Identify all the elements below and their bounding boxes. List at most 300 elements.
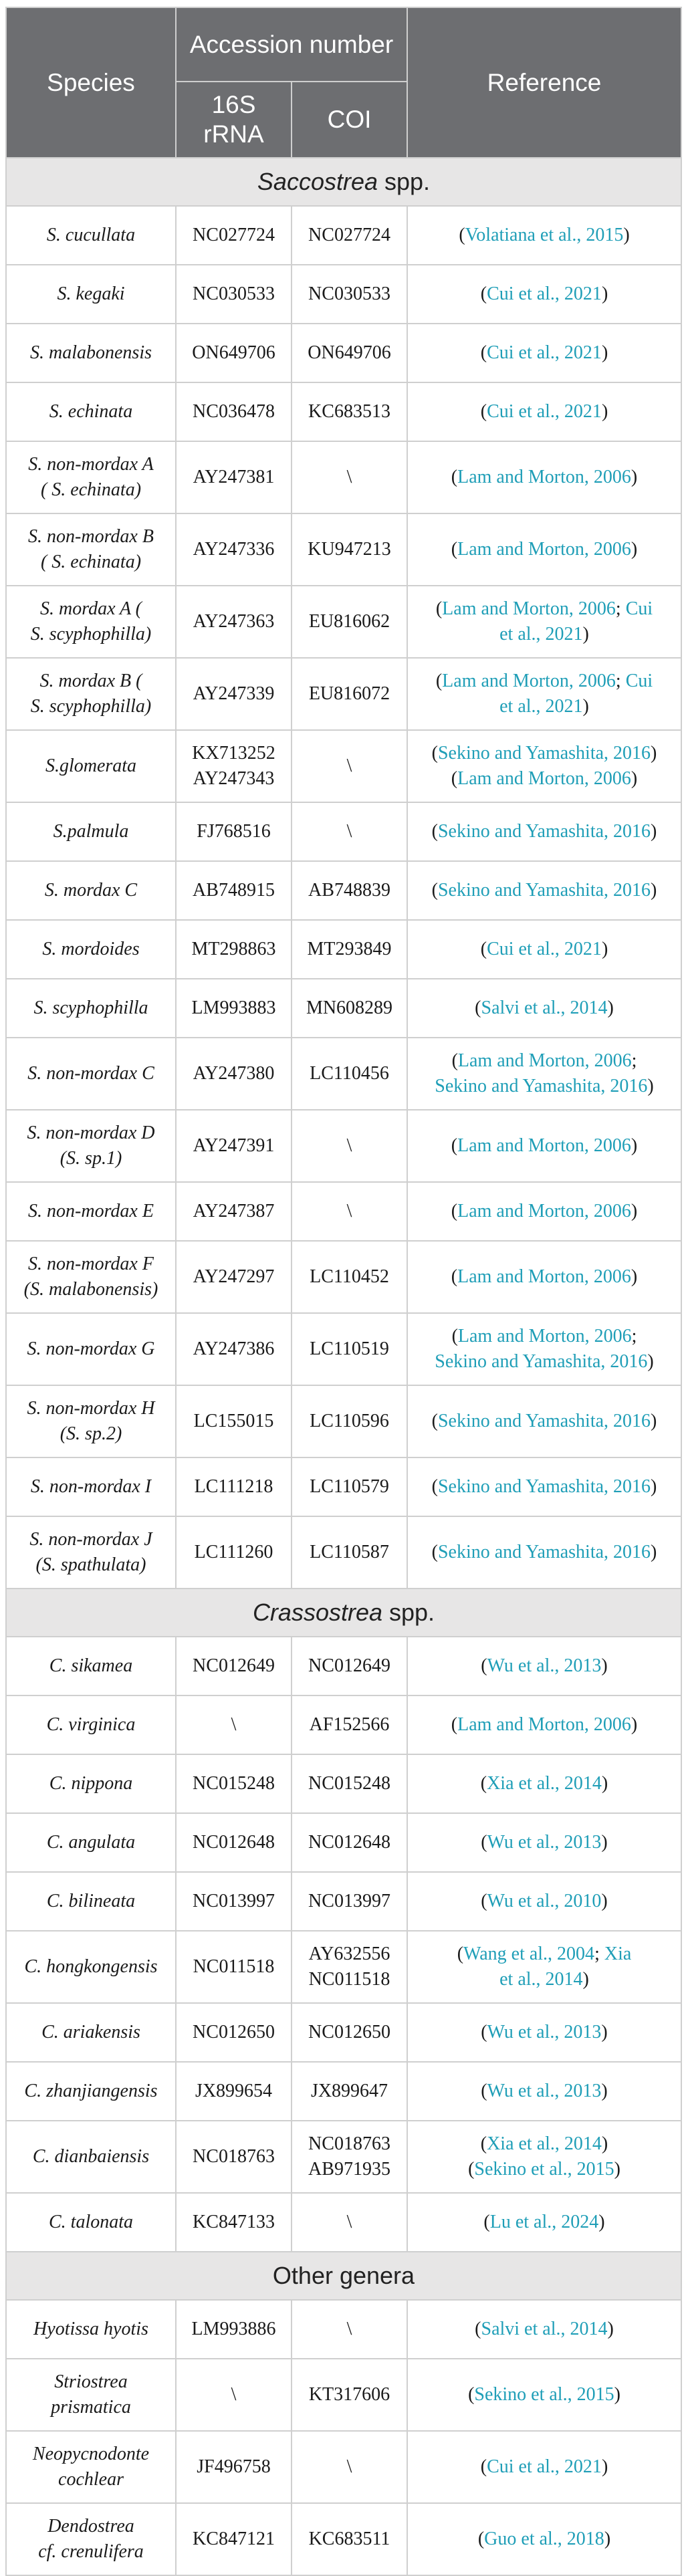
- citation-link[interactable]: Lam and Morton, 2006: [457, 1714, 631, 1735]
- reference-line: [413, 2527, 675, 2552]
- citation-punct: (: [481, 1832, 487, 1853]
- table-header: [6, 7, 681, 158]
- reference-line: [413, 1199, 675, 1224]
- cell-reference: [407, 513, 681, 586]
- cell-reference: [407, 658, 681, 730]
- cell-coi: [292, 206, 407, 265]
- accession-coi-value: NC015248: [308, 1773, 390, 1794]
- species-name-line: S. scyphophilla): [30, 624, 152, 645]
- table-row: [6, 1516, 681, 1589]
- accession-16s-value: AY247380: [193, 1063, 275, 1084]
- cell-coi: [292, 1385, 407, 1457]
- cell-16s-rrna: [176, 1754, 292, 1813]
- cell-16s-rrna: [176, 979, 292, 1038]
- citation-link[interactable]: Sekino et al., 2015: [474, 2384, 614, 2405]
- cell-coi: [292, 2300, 407, 2359]
- reference-line: [413, 223, 675, 248]
- cell-coi: [292, 265, 407, 324]
- citation-link[interactable]: Cui et al., 2021: [487, 283, 602, 304]
- species-name-line: Dendostrea: [47, 2516, 134, 2537]
- citation-link[interactable]: Lam and Morton, 2006: [457, 1266, 631, 1287]
- citation-link[interactable]: Wang et al., 2004: [463, 1944, 595, 1964]
- accession-coi-value: KU947213: [308, 539, 391, 560]
- header-coi: COI: [292, 82, 407, 158]
- cell-16s-rrna: [176, 1931, 292, 2003]
- citation-punct: (: [431, 1476, 438, 1497]
- accession-16s-value: KC847133: [193, 2212, 275, 2232]
- citation-punct: (: [480, 939, 487, 959]
- citation-punct: ): [601, 401, 608, 422]
- species-name-line: Hyotissa hyotis: [33, 2319, 148, 2339]
- cell-reference: [407, 1241, 681, 1313]
- cell-reference: [407, 861, 681, 920]
- citation-punct: (: [480, 401, 487, 422]
- citation-punct: ;: [631, 1050, 637, 1071]
- citation-punct: ): [614, 2384, 620, 2405]
- species-name-line: S. non-mordax E: [28, 1201, 154, 1221]
- cell-16s-rrna: [176, 2431, 292, 2503]
- reference-line: [413, 2079, 675, 2104]
- accession-16s-value: AY247363: [193, 611, 275, 632]
- cell-16s-rrna: [176, 1637, 292, 1695]
- cell-coi: [292, 1695, 407, 1754]
- reference-line: [413, 878, 675, 903]
- citation-punct: (: [477, 2529, 485, 2549]
- cell-coi: [292, 2003, 407, 2062]
- citation-punct: (: [451, 1135, 458, 1156]
- table-row: [6, 2062, 681, 2121]
- cell-reference: [407, 2503, 681, 2575]
- citation-punct: (: [480, 1773, 487, 1794]
- species-name-line: Neopycnodonte: [32, 2444, 150, 2464]
- reference-line: [413, 465, 675, 490]
- citation-link[interactable]: Wu et al., 2013: [487, 1832, 602, 1853]
- cell-coi: [292, 1813, 407, 1872]
- cell-16s-rrna: [176, 1385, 292, 1457]
- citation-link[interactable]: Wu et al., 2013: [487, 2081, 602, 2101]
- cell-species: [6, 1313, 176, 1385]
- cell-coi: [292, 324, 407, 382]
- cell-coi: [292, 1110, 407, 1182]
- citation-punct: ): [582, 624, 589, 645]
- citation-punct: ;: [615, 598, 626, 619]
- cell-16s-rrna: [176, 802, 292, 861]
- reference-line: [413, 1830, 675, 1855]
- section-title: [6, 2252, 681, 2300]
- citation-punct: (: [431, 1542, 438, 1562]
- table-row: [6, 2003, 681, 2062]
- reference-line: [413, 2454, 675, 2480]
- cell-reference: [407, 1931, 681, 2003]
- species-name-line: S. non-mordax I: [30, 1476, 152, 1497]
- citation-link[interactable]: Sekino et al., 2015: [474, 2159, 614, 2180]
- citation-punct: (: [483, 2212, 490, 2232]
- section-title: [6, 1589, 681, 1637]
- citation-punct: (: [451, 1201, 458, 1221]
- reference-line: [413, 2317, 675, 2342]
- accession-16s-value: AY247387: [193, 1201, 275, 1221]
- citation-link[interactable]: Xia: [604, 1944, 632, 1964]
- accession-coi-value: NC011518: [308, 1969, 390, 1990]
- cell-species: [6, 324, 176, 382]
- accession-coi-value: \: [346, 821, 352, 842]
- accession-coi-value: KT317606: [308, 2384, 390, 2405]
- cell-species: [6, 1754, 176, 1813]
- citation-link[interactable]: Lam and Morton, 2006: [457, 1201, 631, 1221]
- cell-16s-rrna: [176, 1695, 292, 1754]
- cell-species: [6, 2359, 176, 2431]
- table-row: [6, 1313, 681, 1385]
- citation-link[interactable]: Sekino and Yamashita, 2016: [435, 1351, 648, 1372]
- accession-coi-value: \: [346, 2212, 352, 2232]
- cell-reference: [407, 802, 681, 861]
- citation-punct: ): [631, 1714, 638, 1735]
- accession-16s-value: AB748915: [193, 880, 275, 901]
- section-genus: Saccostrea: [257, 168, 378, 195]
- cell-species: [6, 1813, 176, 1872]
- species-name-line: S. mordoides: [42, 939, 140, 959]
- cell-reference: [407, 1872, 681, 1931]
- citation-link[interactable]: Cui et al., 2021: [487, 2456, 602, 2477]
- species-name-line: S. mordax C: [44, 880, 138, 901]
- citation-punct: (: [451, 1266, 458, 1287]
- cell-16s-rrna: [176, 658, 292, 730]
- reference-line: [413, 2020, 675, 2045]
- reference-line: [413, 1133, 675, 1159]
- cell-reference: [407, 382, 681, 441]
- cell-coi: [292, 730, 407, 802]
- cell-16s-rrna: [176, 2359, 292, 2431]
- accession-coi-value: NC013997: [308, 1891, 390, 1911]
- citation-punct: ): [601, 283, 608, 304]
- table-row: [6, 382, 681, 441]
- accession-coi-value: LC110452: [310, 1266, 389, 1287]
- cell-reference: [407, 1313, 681, 1385]
- citation-punct: (: [431, 1411, 438, 1431]
- reference-line: [413, 1540, 675, 1565]
- citation-punct: (: [451, 1326, 458, 1346]
- reference-line: [413, 1048, 675, 1074]
- cell-reference: [407, 2193, 681, 2252]
- cell-16s-rrna: [176, 861, 292, 920]
- accession-coi-value: AY632556: [308, 1944, 390, 1964]
- cell-16s-rrna: [176, 1038, 292, 1110]
- cell-reference: [407, 1182, 681, 1241]
- species-name-line: S. non-mordax A: [28, 454, 154, 475]
- cell-16s-rrna: [176, 586, 292, 658]
- section-suffix: spp.: [382, 1599, 435, 1626]
- accession-16s-value: AY247381: [193, 467, 275, 487]
- cell-reference: [407, 1038, 681, 1110]
- citation-link[interactable]: Salvi et al., 2014: [481, 2319, 608, 2339]
- reference-line: [413, 1349, 675, 1375]
- cell-species: [6, 1385, 176, 1457]
- table-row: [6, 324, 681, 382]
- cell-coi: [292, 920, 407, 979]
- species-name-line: S. non-mordax B: [28, 526, 154, 547]
- citation-link[interactable]: Lam and Morton, 2006: [457, 768, 631, 789]
- species-name-line: prismatica: [51, 2397, 131, 2418]
- citation-link[interactable]: et al., 2021: [499, 624, 583, 645]
- citation-link[interactable]: Xia et al., 2014: [487, 1773, 602, 1794]
- cell-species: [6, 1637, 176, 1695]
- species-name-line: S. non-mordax G: [27, 1338, 155, 1359]
- table-row: [6, 206, 681, 265]
- cell-coi: [292, 1038, 407, 1110]
- reference-line: [413, 622, 675, 647]
- citation-punct: ): [601, 939, 608, 959]
- species-name-line: S. non-mordax D: [27, 1123, 155, 1143]
- cell-species: [6, 979, 176, 1038]
- cell-reference: [407, 2121, 681, 2193]
- cell-16s-rrna: [176, 1313, 292, 1385]
- reference-line: [413, 2210, 675, 2235]
- accession-coi-value: KC683511: [308, 2529, 390, 2549]
- cell-reference: [407, 1457, 681, 1516]
- citation-punct: ): [631, 1135, 638, 1156]
- citation-link[interactable]: Sekino and Yamashita, 2016: [437, 821, 651, 842]
- citation-link[interactable]: et al., 2021: [499, 696, 583, 717]
- citation-punct: ): [647, 1351, 654, 1372]
- cell-reference: [407, 265, 681, 324]
- cell-reference: [407, 730, 681, 802]
- citation-punct: ): [631, 1201, 638, 1221]
- cell-16s-rrna: [176, 2300, 292, 2359]
- citation-link[interactable]: Cui et al., 2021: [487, 939, 602, 959]
- citation-punct: ): [601, 2456, 608, 2477]
- citation-punct: ): [647, 1076, 654, 1096]
- citation-punct: ): [651, 821, 657, 842]
- accession-coi-value: \: [346, 2456, 352, 2477]
- accession-16s-value: NC018763: [193, 2146, 275, 2167]
- table-row: [6, 2359, 681, 2431]
- citation-punct: ): [601, 1832, 608, 1853]
- citation-punct: (: [451, 467, 458, 487]
- accession-16s-value: AY247339: [193, 683, 275, 704]
- citation-link[interactable]: Lam and Morton, 2006: [442, 598, 616, 619]
- cell-coi: [292, 861, 407, 920]
- cell-species: [6, 2431, 176, 2503]
- cell-coi: [292, 382, 407, 441]
- cell-16s-rrna: [176, 324, 292, 382]
- citation-punct: (: [481, 1891, 487, 1911]
- citation-link[interactable]: Sekino and Yamashita, 2016: [437, 880, 651, 901]
- citation-punct: (: [480, 2456, 487, 2477]
- cell-coi: [292, 979, 407, 1038]
- species-name-line: C. nippona: [49, 1773, 133, 1794]
- citation-link[interactable]: Wu et al., 2013: [487, 2022, 602, 2042]
- citation-link[interactable]: Guo et al., 2018: [484, 2529, 604, 2549]
- cell-species: [6, 1516, 176, 1589]
- citation-punct: (: [480, 2133, 487, 2154]
- accession-16s-value: NC015248: [193, 1773, 275, 1794]
- cell-reference: [407, 2300, 681, 2359]
- citation-link[interactable]: Wu et al., 2013: [487, 1655, 602, 1676]
- cell-species: [6, 730, 176, 802]
- species-name-line: C. dianbaiensis: [32, 2146, 150, 2167]
- reference-line: [413, 1967, 675, 1992]
- table-row: [6, 802, 681, 861]
- accession-16s-value: ON649706: [192, 342, 275, 363]
- citation-punct: ): [582, 1969, 589, 1990]
- citation-punct: ): [582, 696, 589, 717]
- species-name-line: C. bilineata: [46, 1891, 136, 1911]
- table-row: [6, 1695, 681, 1754]
- cell-species: [6, 513, 176, 586]
- cell-16s-rrna: [176, 1516, 292, 1589]
- citation-link[interactable]: Lu et al., 2024: [489, 2212, 599, 2232]
- table-row: [6, 2503, 681, 2575]
- species-name-line: (S. sp.1): [60, 1148, 122, 1169]
- citation-punct: ): [598, 2212, 605, 2232]
- citation-punct: (: [459, 225, 465, 245]
- species-name-line: S. non-mordax C: [27, 1063, 154, 1084]
- reference-line: [413, 2131, 675, 2157]
- table-row: [6, 441, 681, 513]
- accession-16s-value: NC013997: [193, 1891, 275, 1911]
- citation-punct: (: [451, 1050, 458, 1071]
- accession-coi-value: \: [346, 1201, 352, 1221]
- cell-coi: [292, 2359, 407, 2431]
- species-name-line: S. scyphophilla: [33, 998, 148, 1018]
- citation-punct: ): [614, 2159, 620, 2180]
- cell-coi: [292, 1457, 407, 1516]
- cell-reference: [407, 2003, 681, 2062]
- citation-link[interactable]: Salvi et al., 2014: [481, 998, 608, 1018]
- cell-16s-rrna: [176, 2003, 292, 2062]
- reference-line: [413, 694, 675, 719]
- citation-link[interactable]: Lam and Morton, 2006: [457, 467, 631, 487]
- citation-punct: ): [607, 998, 614, 1018]
- cell-coi: [292, 1872, 407, 1931]
- reference-line: [413, 741, 675, 766]
- species-name-line: S. cucullata: [46, 225, 136, 245]
- citation-link[interactable]: Cui et al., 2021: [487, 342, 602, 363]
- cell-coi: [292, 586, 407, 658]
- citation-link[interactable]: et al., 2014: [499, 1969, 583, 1990]
- table-row: [6, 979, 681, 1038]
- table-row: [6, 1385, 681, 1457]
- table-row: [6, 2431, 681, 2503]
- cell-16s-rrna: [176, 2121, 292, 2193]
- reference-line: [413, 537, 675, 562]
- citation-link[interactable]: Wu et al., 2010: [487, 1891, 602, 1911]
- accession-coi-value: NC030533: [308, 283, 390, 304]
- citation-link[interactable]: Cui: [625, 598, 653, 619]
- citation-link[interactable]: Sekino and Yamashita, 2016: [437, 1542, 651, 1562]
- accession-coi-value: \: [346, 1135, 352, 1156]
- accession-16s-value: LC111218: [194, 1476, 273, 1497]
- table-row: [6, 2121, 681, 2193]
- species-name-line: Striostrea: [54, 2371, 128, 2392]
- cell-reference: [407, 1637, 681, 1695]
- table-body: [6, 158, 681, 2575]
- accession-coi-value: NC018763: [308, 2133, 390, 2154]
- citation-punct: (: [451, 539, 458, 560]
- citation-punct: ): [651, 1542, 657, 1562]
- cell-16s-rrna: [176, 2193, 292, 2252]
- cell-reference: [407, 1813, 681, 1872]
- accession-coi-value: LC110519: [310, 1338, 389, 1359]
- cell-species: [6, 1182, 176, 1241]
- citation-punct: ): [651, 743, 657, 764]
- citation-punct: (: [481, 1655, 487, 1676]
- cell-reference: [407, 920, 681, 979]
- accession-16s-value: AY247297: [193, 1266, 275, 1287]
- table-row: [6, 920, 681, 979]
- citation-punct: (: [431, 743, 438, 764]
- citation-punct: ): [601, 1655, 608, 1676]
- citation-punct: ): [601, 342, 608, 363]
- citation-link[interactable]: Volatiana et al., 2015: [465, 225, 624, 245]
- section-title: [6, 158, 681, 206]
- citation-link[interactable]: Sekino and Yamashita, 2016: [437, 743, 651, 764]
- accession-16s-value: LC111260: [194, 1542, 273, 1562]
- citation-punct: (: [451, 1714, 458, 1735]
- table-row: [6, 586, 681, 658]
- accession-16s-value: AY247336: [193, 539, 275, 560]
- section-header-row: [6, 1589, 681, 1637]
- citation-link[interactable]: Lam and Morton, 2006: [457, 539, 631, 560]
- citation-link[interactable]: Cui et al., 2021: [487, 401, 602, 422]
- citation-punct: ): [631, 768, 638, 789]
- cell-coi: [292, 2503, 407, 2575]
- citation-link[interactable]: Sekino and Yamashita, 2016: [437, 1411, 651, 1431]
- reference-line: [413, 669, 675, 694]
- reference-line: [413, 1474, 675, 1500]
- cell-species: [6, 1241, 176, 1313]
- accession-coi-value: LC110579: [310, 1476, 389, 1497]
- species-name-line: (S. sp.2): [60, 1423, 122, 1444]
- accession-coi-value: MT293849: [307, 939, 392, 959]
- cell-coi: [292, 1931, 407, 2003]
- reference-line: [413, 1409, 675, 1434]
- species-name-line: S. mordax A (: [40, 598, 142, 619]
- citation-punct: ): [601, 1773, 608, 1794]
- species-name-line: ( S. echinata): [40, 479, 142, 500]
- citation-link[interactable]: Lam and Morton, 2006: [457, 1135, 631, 1156]
- cell-species: [6, 1695, 176, 1754]
- table-row: [6, 730, 681, 802]
- citation-link[interactable]: Lam and Morton, 2006: [442, 671, 616, 691]
- header-reference: Reference: [407, 7, 681, 158]
- cell-species: [6, 1872, 176, 1931]
- cell-coi: [292, 658, 407, 730]
- cell-species: [6, 206, 176, 265]
- citation-link[interactable]: Xia et al., 2014: [487, 2133, 602, 2154]
- accession-coi-value: AF152566: [309, 1714, 390, 1735]
- accession-coi-value: JX899647: [310, 2081, 388, 2101]
- cell-species: [6, 2062, 176, 2121]
- section-genus: Crassostrea: [252, 1599, 382, 1626]
- accession-16s-value: \: [231, 1714, 237, 1735]
- cell-coi: [292, 2193, 407, 2252]
- citation-link[interactable]: Lam and Morton, 2006: [457, 1326, 632, 1346]
- citation-link[interactable]: Sekino and Yamashita, 2016: [435, 1076, 648, 1096]
- species-name-line: S. echinata: [49, 401, 133, 422]
- section-header-row: [6, 158, 681, 206]
- citation-link[interactable]: Lam and Morton, 2006: [457, 1050, 632, 1071]
- data-table-container: [5, 7, 681, 2576]
- citation-link[interactable]: Cui: [625, 671, 653, 691]
- header-16s-rrna: [176, 82, 292, 158]
- cell-species: [6, 586, 176, 658]
- accession-table: [5, 7, 682, 2576]
- citation-punct: ;: [631, 1326, 637, 1346]
- section-genus: Other genera: [272, 2262, 415, 2289]
- accession-16s-value: \: [231, 2384, 237, 2405]
- citation-link[interactable]: Sekino and Yamashita, 2016: [437, 1476, 651, 1497]
